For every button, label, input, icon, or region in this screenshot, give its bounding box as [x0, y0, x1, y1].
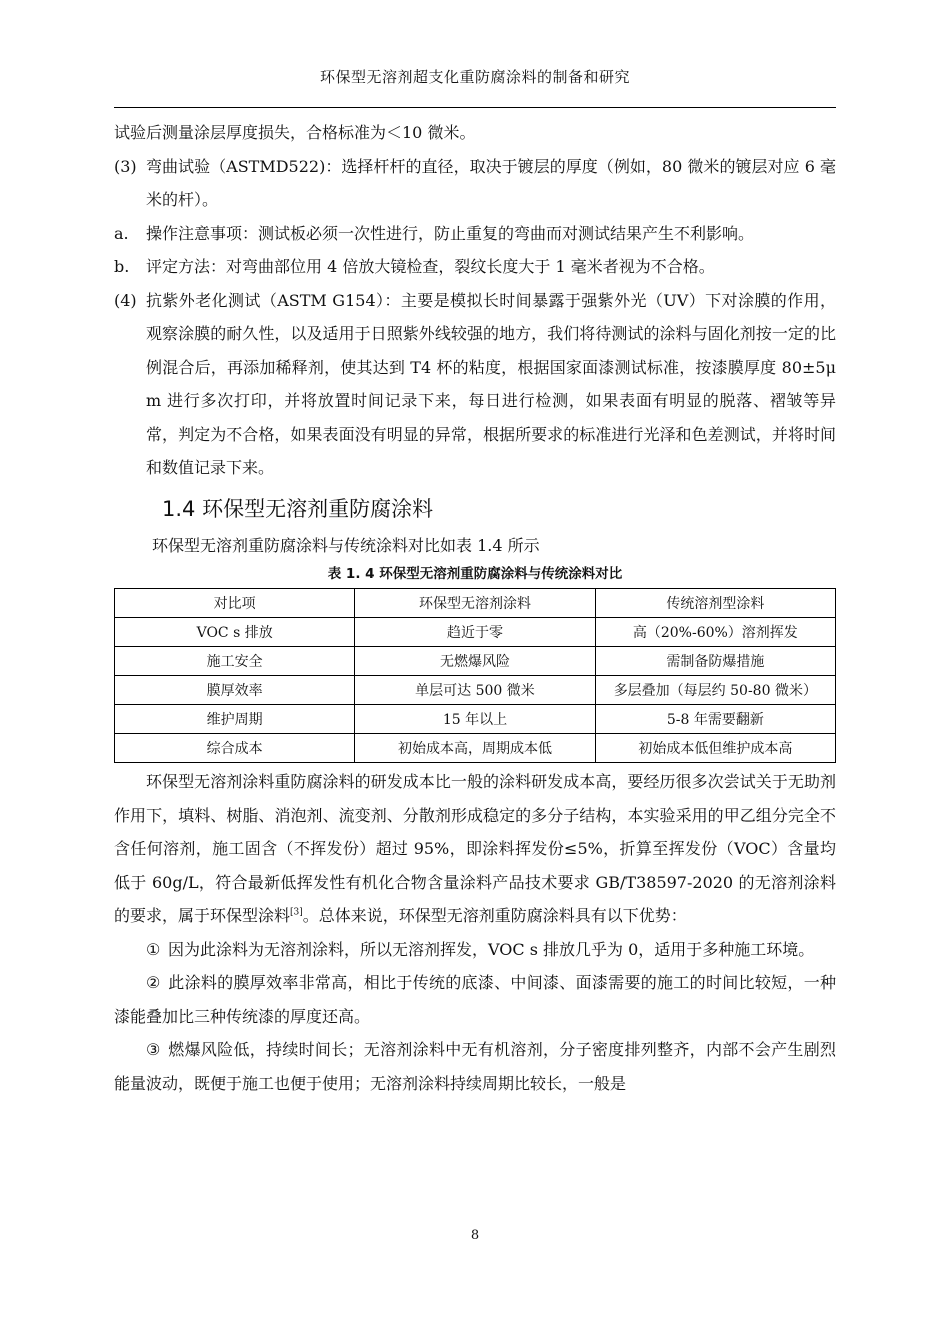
table-row [115, 705, 836, 734]
list-marker: (4) [114, 290, 137, 310]
section-lead: 环保型无溶剂重防腐涂料与传统涂料对比如表 1.4 所示 [152, 535, 540, 555]
body-text: 环保型无溶剂涂料重防腐涂料的研发成本比一般的涂料研发成本高，要经历很多次尝试关于无助剂作用下，填料、树脂、消泡剂、流变剂、分散剂形成稳定的多分子结构，本实验采用的甲乙组分完全不含任何溶剂，施工固含（不挥发份）超过 95%，即涂料挥发份≤5%，折算至挥发份（VOC）含量均低于 60g/L，符合最新低挥发性有机化合物含量涂料产品技术要求 GB/T38597-2020 的无溶剂涂料的要求，属于环保型涂料 [114, 772, 836, 925]
table-cell: 5-8 年需要翻新 [595, 705, 835, 734]
table-cell: 膜厚效率 [115, 676, 355, 705]
list-item-text: 操作注意事项：测试板必须一次性进行，防止重复的弯曲而对测试结果产生不利影响。 [146, 223, 755, 243]
page-number: 8 [470, 1228, 480, 1243]
advantage-item-3 [114, 1033, 836, 1100]
table-header-cell: 传统溶剂型涂料 [595, 589, 835, 618]
table-cell: 初始成本低但维护成本高 [595, 734, 835, 763]
table-row [115, 734, 836, 763]
page-content [114, 116, 836, 1100]
citation-ref: [3] [290, 907, 303, 918]
table-row [115, 676, 836, 705]
advantage-number: ② [146, 973, 161, 992]
table-header-cell: 对比项 [115, 589, 355, 618]
body-paragraph [114, 765, 836, 933]
table-header-cell: 环保型无溶剂涂料 [355, 589, 595, 618]
advantage-item-2 [114, 966, 836, 1033]
list-marker: a. [114, 223, 129, 243]
list-marker: b. [114, 257, 130, 276]
table-cell: 高（20%-60%）溶剂挥发 [595, 618, 835, 647]
continuation-paragraph: 试验后测量涂层厚度损失，合格标准为＜10 微米。 [114, 123, 476, 142]
table-cell: 无燃爆风险 [355, 647, 595, 676]
table-cell: 维护周期 [115, 705, 355, 734]
list-marker: (3) [114, 156, 137, 176]
table-cell: 综合成本 [115, 734, 355, 763]
table-cell: 需制备防爆措施 [595, 647, 835, 676]
advantage-item-1 [114, 933, 836, 967]
list-item-b [114, 250, 836, 284]
list-item-4 [114, 284, 836, 485]
table-cell: 施工安全 [115, 647, 355, 676]
advantage-text: 燃爆风险低，持续时间长；无溶剂涂料中无有机溶剂，分子密度排列整齐，内部不会产生剧烈能量波动，既便于施工也便于使用；无溶剂涂料持续周期比较长，一般是 [114, 1040, 836, 1093]
table-cell: 单层可达 500 微米 [355, 676, 595, 705]
table-cell: 初始成本高，周期成本低 [355, 734, 595, 763]
table-cell: 多层叠加（每层约 50-80 微米） [595, 676, 835, 705]
section-heading: 1.4 环保型无溶剂重防腐涂料 [162, 496, 434, 521]
advantage-number: ① [146, 939, 161, 959]
header-rule [114, 107, 836, 108]
list-item-3 [114, 150, 836, 217]
table-cell: VOC s 排放 [115, 618, 355, 647]
comparison-table [114, 588, 836, 763]
table-row [115, 647, 836, 676]
running-header: 环保型无溶剂超支化重防腐涂料的制备和研究 [319, 68, 630, 86]
table-header-row [115, 589, 836, 618]
body-text: 。总体来说，环保型无溶剂重防腐涂料具有以下优势： [302, 906, 687, 925]
table-cell: 15 年以上 [355, 705, 595, 734]
advantage-text: 此涂料的膜厚效率非常高，相比于传统的底漆、中间漆、面漆需要的施工的时间比较短，一种漆能叠加比三种传统漆的厚度还高。 [114, 973, 836, 1026]
list-item-a [114, 217, 836, 251]
advantage-number: ③ [146, 1040, 161, 1059]
table-row [115, 618, 836, 647]
table-cell: 趋近于零 [355, 618, 595, 647]
advantage-text: 因为此涂料为无溶剂涂料，所以无溶剂挥发，VOC s 排放几乎为 0，适用于多种施工环境。 [168, 939, 815, 959]
list-item-text: 抗紫外老化测试（ASTM G154）：主要是模拟长时间暴露于强紫外光（UV）下对涂膜的作用，观察涂膜的耐久性，以及适用于日照紫外线较强的地方，我们将待测试的涂料与固化剂按一定的比例混合后，再添加稀释剂，使其达到 T4 杯的粘度，根据国家面漆测试标准，按漆膜厚度 80±5μ m 进行多次打印，并将放置时间记录下来，每日进行检测，如果表面有明显的脱落、褶皱等异常，判定为不合格，如果表面没有明显的异常，根据所要求的标准进行光泽和色差测试，并将时间和数值记录下来。 [146, 290, 836, 477]
table-caption: 表 1. 4 环保型无溶剂重防腐涂料与传统涂料对比 [327, 566, 623, 582]
list-item-text: 评定方法：对弯曲部位用 4 倍放大镜检查，裂纹长度大于 1 毫米者视为不合格。 [146, 257, 715, 276]
list-item-text: 弯曲试验（ASTMD522)：选择杆杆的直径，取决于镀层的厚度（例如，80 微米的镀层对应 6 毫米的杆）。 [146, 156, 836, 209]
